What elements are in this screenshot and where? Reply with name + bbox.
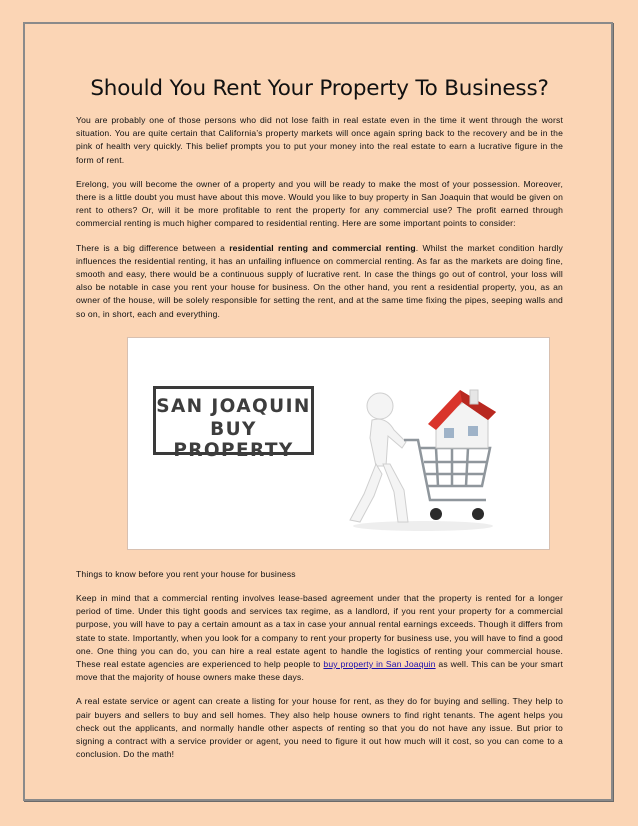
paragraph-4 <box>76 592 563 684</box>
person-pushing-cart-illustration <box>328 368 498 538</box>
san-joaquin-image <box>127 337 550 550</box>
paragraph-2: Erelong, you will become the owner of a property and you will be ready to make the most of your possession. Moreover, there is a little doubt you must have about this move. Would you like to buy property in San Joaquin that would be given on rent to others? Or, will it be more profitable to rent the property for any commercial use? The profit earned through commercial renting is much higher compared to residential renting. Here are some important points to consider: <box>76 178 563 229</box>
sign-line-1: SAN JOAQUIN <box>156 395 311 417</box>
paragraph-4-text-b: as well. This can be your smart move that the majority of house owners make these days. <box>76 659 563 683</box>
paragraph-3 <box>76 242 563 321</box>
paragraph-3-text-a: There is a big difference between a <box>76 242 230 253</box>
sign-line-2: BUY PROPERTY <box>173 418 294 461</box>
paragraph-4-text-a: Keep in mind that a commercial renting involves lease-based agreement under that the property is rented for a longer period of time. Under this tight goods and services tax regime, as a landlord, if you rent your property for a commercial purpose, you will have to pay a certain amount as a tax in case your annual rental earnings exceeds. Though it differs from state to state. Importantly, when you look for a company to rent your property for business use, you will have to find a good one. One thing you can do, you can hire a real estate agent to handle the logistics of renting your commercial house. These real estate agencies are experienced to help people to <box>76 593 563 670</box>
white-person-figure <box>350 393 408 522</box>
paragraph-5: A real estate service or agent can create a listing for your house for rent, as they do for buying and selling. They help to pair buyers and sellers to buy and sell homes. They also help house owners to find right tenants. The agent helps you check out the applicants, and normally handle other aspects of renting so that you do not have any issue. But prior to signing a contract with a service provider or agent, you need to figure it out how much will it cost, so you can come to a conclusion. Do the math! <box>76 696 563 760</box>
document-body <box>76 76 563 772</box>
paragraph-1: You are probably one of those persons who did not lose faith in real estate even in the time it went through the worst situation. You are quite certain that California’s property markets will once again spring back to the recovery and be in the pink of health very quickly. This belief prompts you to put your money into the real estate to earn a lucrative figure in the form of rent. <box>76 115 563 165</box>
buy-property-link[interactable]: buy property in San Joaquin <box>323 659 436 670</box>
shopping-cart-icon <box>404 440 490 500</box>
page-title: Should You Rent Your Property To Business? <box>90 76 549 101</box>
red-roof-house-icon <box>428 390 496 448</box>
san-joaquin-sign <box>153 386 314 461</box>
paragraph-3-text-b: . Whilst the market condition hardly influences the residential renting, it has an unfailing influence on commercial renting. As far as the markets are doing fine, smooth and easy, there would be a continuous supply of lucrative rent. In case the things go out of control, your loss will also be notable in case you rent your house for business. On the other hand, you rent a residential property, you, as an owner of the house, will be solely responsible for setting the rent, and at the same time fixing the pipes, seeping walls and so on, in short, each and everything. <box>76 242 563 319</box>
image-caption: Things to know before you rent your house for business <box>76 568 296 579</box>
paragraph-3-bold: residential renting and commercial renting <box>229 242 416 253</box>
